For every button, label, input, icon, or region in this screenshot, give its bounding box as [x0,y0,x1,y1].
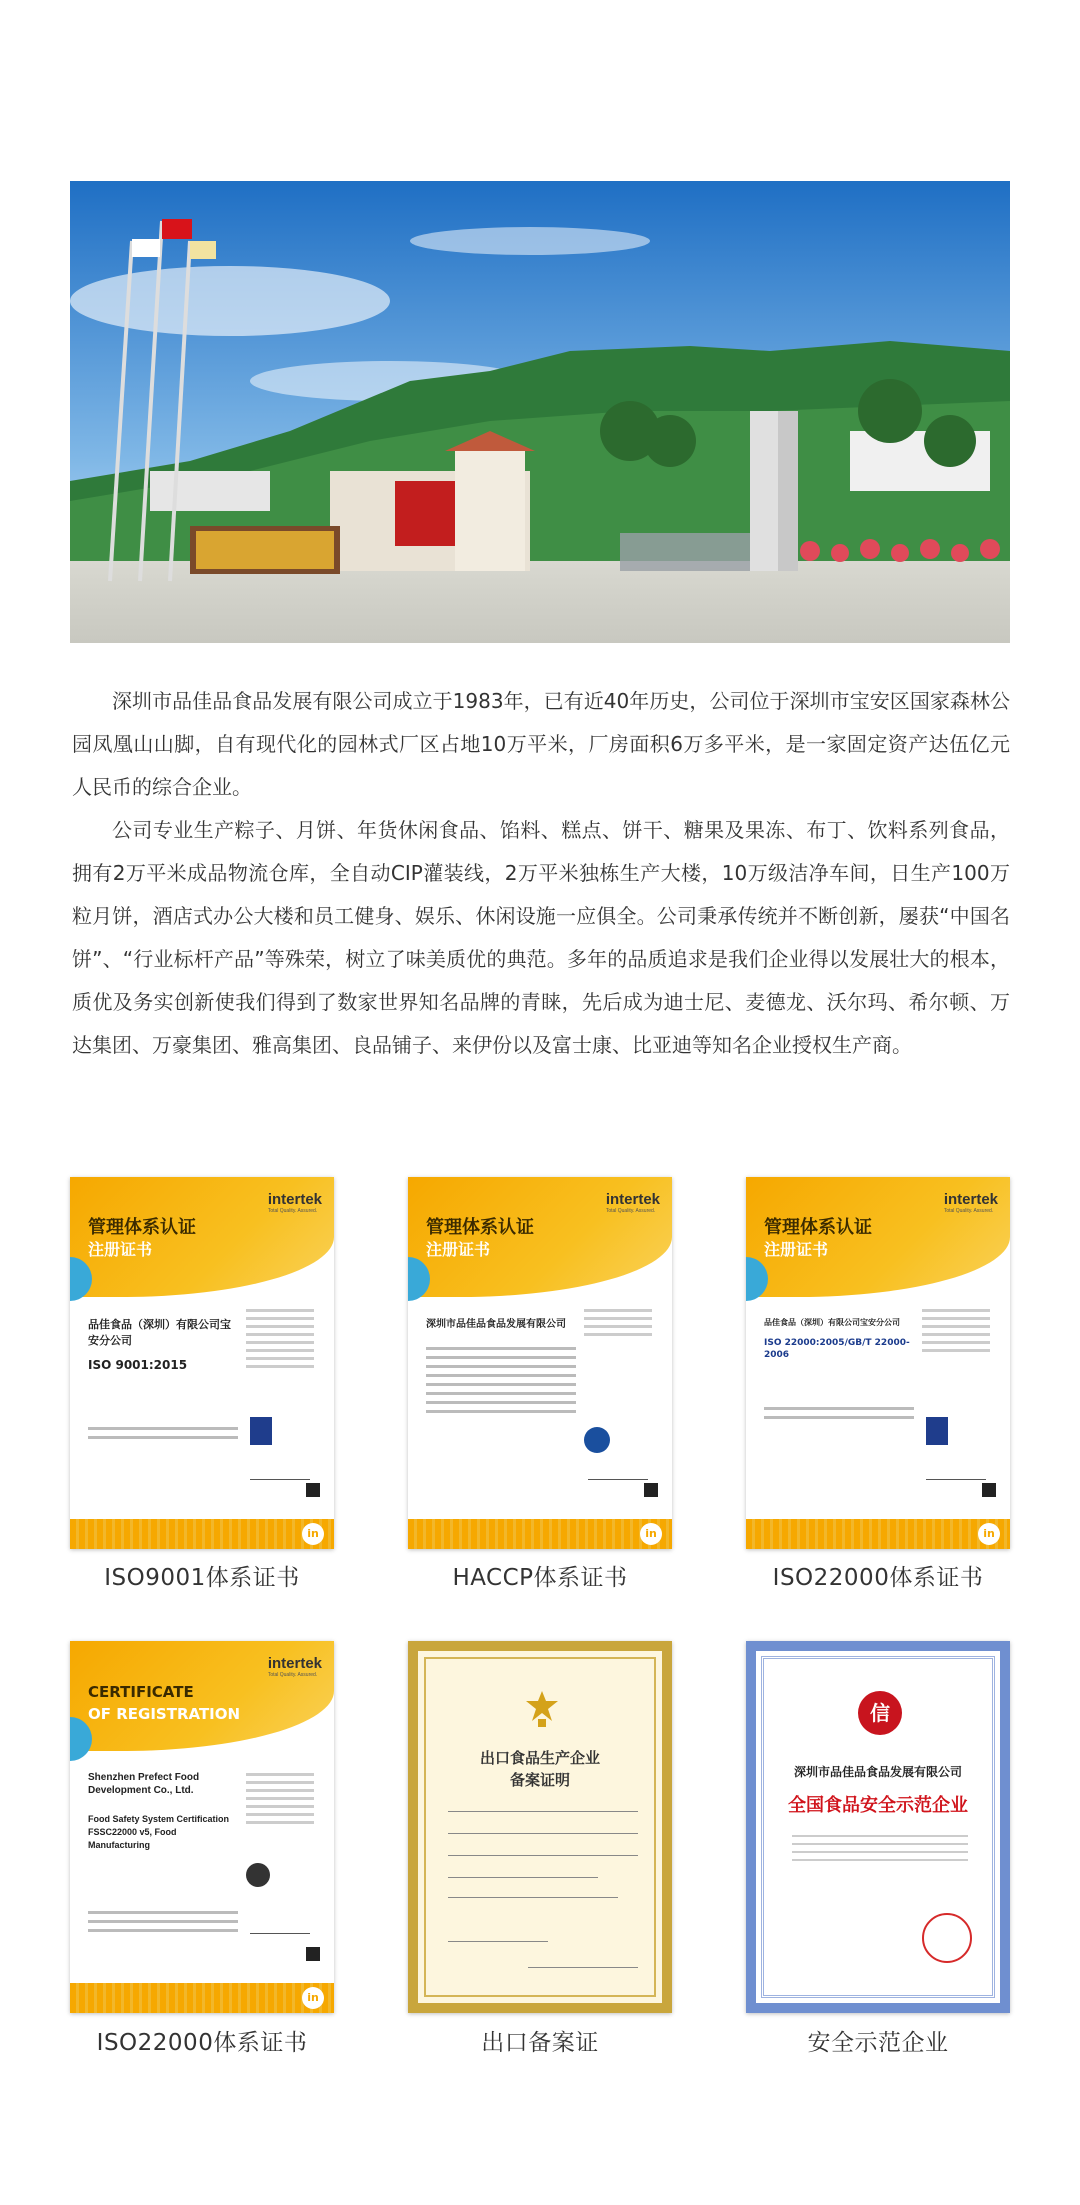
qr-code-icon [306,1947,320,1961]
intertek-logo: intertek Total Quality. Assured. [267,1191,322,1214]
qr-code-icon [306,1483,320,1497]
intro-paragraph-2: 公司专业生产粽子、月饼、年货休闲食品、馅料、糕点、饼干、糖果及果冻、布丁、饮料系列食品，拥有2万平米成品物流仓库，全自动CIP灌装线，2万平米独栋生产大楼，10万级洁净车间，日生产100万粒月饼，酒店式办公大楼和员工健身、娱乐、休闲设施一应俱全。公司秉承传统并不断创新，屡获“中国名饼”、“行业标杆产品”等殊荣，树立了味美质优的典范。多年的品质追求是我们企业得以发展壮大的根本，质优及务实创新使我们得到了数家世界知名品牌的青睐，先后成为迪士尼、麦德龙、沃尔玛、希尔顿、万达集团、万豪集团、雅高集团、良品铺子、来伊份以及富士康、比亚迪等知名企业授权生产商。 [72,818,1010,1057]
cert-title: 出口食品生产企业 [479,1749,600,1767]
qr-code-icon [982,1483,996,1497]
cert-holder: 深圳市品佳品食品发展有限公司 [793,1765,962,1779]
certificate-caption: ISO22000体系证书 [96,2030,308,2056]
credit-seal-icon: 信 [858,1691,902,1735]
certificate-fssc22000 [70,1641,334,2013]
certificate-caption: ISO9001体系证书 [104,1565,300,1591]
intro-paragraph-1: 深圳市品佳品食品发展有限公司成立于1983年，已有近40年历史，公司位于深圳市宝安区国家森林公园凤凰山山脚，自有现代化的园林式厂区占地10万平米，厂房面积6万多平米，是一家固定资产达伍亿元人民币的综合企业。 [72,689,1010,799]
cert-holder: Shenzhen Prefect Food Development Co., Ltd. [88,1772,200,1796]
accreditation-icon [926,1417,948,1445]
qr-code-icon [644,1483,658,1497]
cert-title: 管理体系认证 [764,1217,872,1238]
intertek-mark-icon: in [640,1523,662,1545]
cert-title: 全国食品安全示范企业 [788,1795,968,1816]
cert-subtitle: 注册证书 [88,1240,153,1259]
signature [926,1467,986,1480]
intertek-mark-icon: in [302,1523,324,1545]
intertek-logo: intertek Total Quality. Assured. [943,1191,998,1214]
factory-photo [70,181,1010,643]
cert-standard: ISO 22000:2005/GB/T 22000-2006 [764,1338,910,1360]
globe-icon [246,1863,270,1887]
certificate-iso22000 [746,1177,1010,1549]
certificate-iso9001 [70,1177,334,1549]
certificate-caption: ISO22000体系证书 [772,1565,984,1591]
signature [250,1921,310,1934]
intertek-logo: intertek Total Quality. Assured. [605,1191,660,1214]
official-stamp-icon [922,1913,972,1963]
signature [250,1467,310,1480]
certificate-caption: 安全示范企业 [807,2030,949,2056]
intertek-mark-icon: in [978,1523,1000,1545]
cert-holder: 品佳食品（深圳）有限公司宝安分公司 [88,1318,231,1347]
cert-holder: 品佳食品（深圳）有限公司宝安分公司 [764,1318,900,1327]
certificate-haccp [408,1177,672,1549]
cert-title: CERTIFICATE [88,1683,194,1701]
certificate-caption: 出口备案证 [481,2030,599,2056]
accreditation-icon [250,1417,272,1445]
intertek-mark-icon: in [302,1987,324,2009]
customs-emblem-icon [524,1689,560,1729]
certificate-export-filing [408,1641,672,2013]
certificate-food-safety-demo [746,1641,1010,2013]
signature [588,1467,648,1480]
certificate-caption: HACCP体系证书 [452,1565,628,1591]
cnas-icon [584,1427,610,1453]
cert-title: 管理体系认证 [88,1217,196,1238]
cert-subtitle: 注册证书 [764,1240,829,1259]
company-introduction [72,680,1010,1067]
cert-standard: ISO 9001:2015 [88,1358,188,1372]
cert-standard: Food Safety System Certification FSSC22000 v5, Food Manufacturing [88,1814,230,1850]
intertek-logo: intertek Total Quality. Assured. [267,1655,322,1678]
cert-subtitle: 注册证书 [426,1240,491,1259]
cert-holder: 深圳市品佳品食品发展有限公司 [426,1319,566,1330]
cert-subtitle: OF REGISTRATION [88,1705,241,1723]
cert-subtitle: 备案证明 [509,1771,570,1789]
cert-title: 管理体系认证 [426,1217,534,1238]
